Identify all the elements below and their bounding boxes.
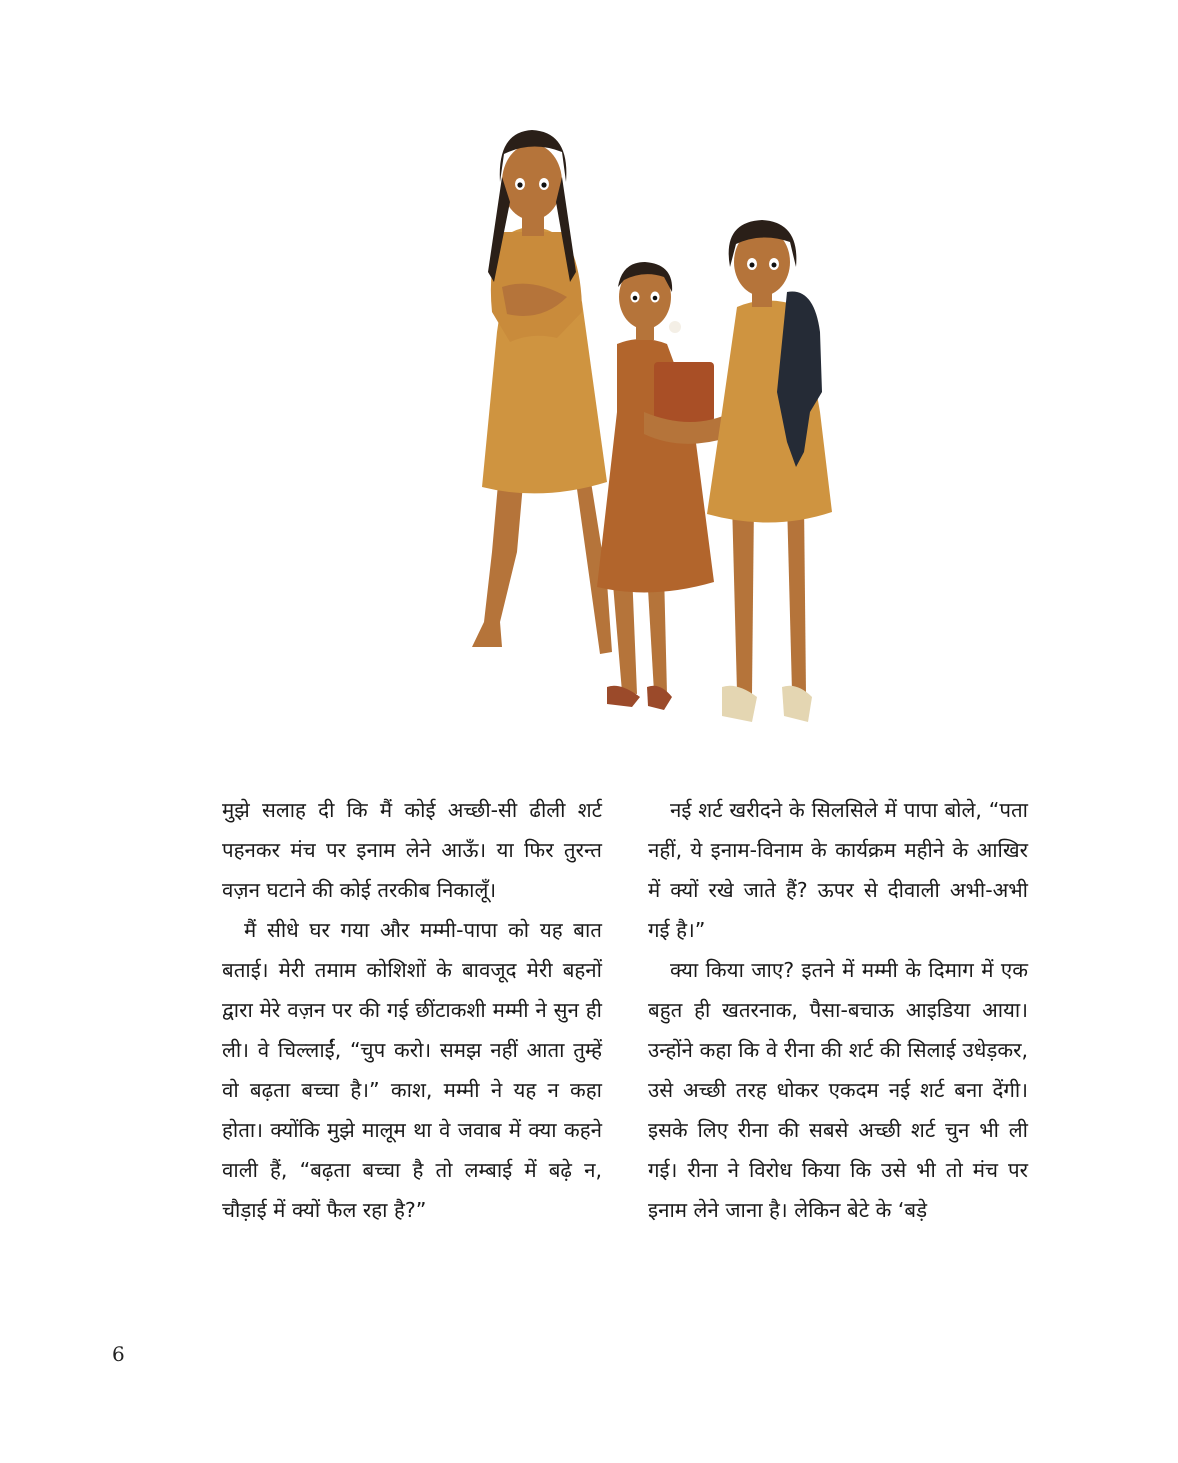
illustration-three-girls <box>392 82 862 752</box>
curly-hair-girl-figure <box>707 220 832 722</box>
paragraph-left-2: मैं सीधे घर गया और मम्मी-पापा को यह बात बताई। मेरी तमाम कोशिशों के बावजूद मेरी बहनों द्वारा मेरे वज़न पर की गई छींटाकशी मम्मी ने सुन ही ली। वे चिल्लाईं, “चुप करो। समझ नहीं आता तुम्हें वो बढ़ता बच्चा है।” काश, मम्मी ने यह न कहा होता। क्योंकि मुझे मालूम था वे जवाब में क्या कहने वाली हैं, “बढ़ता बच्चा है तो लम्बाई में बढ़े न, चौड़ाई में क्यों फैल रहा है?” <box>222 918 602 1222</box>
paragraph-right-2: क्या किया जाए? इतने में मम्मी के दिमाग में एक बहुत ही खतरनाक, पैसा-बचाऊ आइडिया आया। उन्होंने कहा कि वे रीना की शर्ट की सिलाई उधेड़कर, उसे अच्छी तरह धोकर एकदम नई शर्ट बना देंगी। इसके लिए रीना की सबसे अच्छी शर्ट चुन भी ली गई। रीना ने विरोध किया कि उसे भी तो मंच पर इनाम लेने जाना है। लेकिन बेटे के ‘बड़े <box>648 958 1028 1222</box>
page-number: 6 <box>112 1342 125 1366</box>
paragraph-right-1: नई शर्ट खरीदने के सिलसिले में पापा बोले, “पता नहीं, ये इनाम-विनाम के कार्यक्रम महीने के आखिर में क्यों रखे जाते हैं? ऊपर से दीवाली अभी-अभी गई है।” <box>648 798 1028 942</box>
right-text-column <box>648 790 1028 1230</box>
left-text-column <box>222 790 602 1230</box>
paragraph-left-1: मुझे सलाह दी कि मैं कोई अच्छी-सी ढीली शर्ट पहनकर मंच पर इनाम लेने आऊँ। या फिर तुरन्त वज़न घटाने की कोई तरकीब निकालूँ। <box>222 798 602 902</box>
tall-girl-figure <box>472 130 612 654</box>
